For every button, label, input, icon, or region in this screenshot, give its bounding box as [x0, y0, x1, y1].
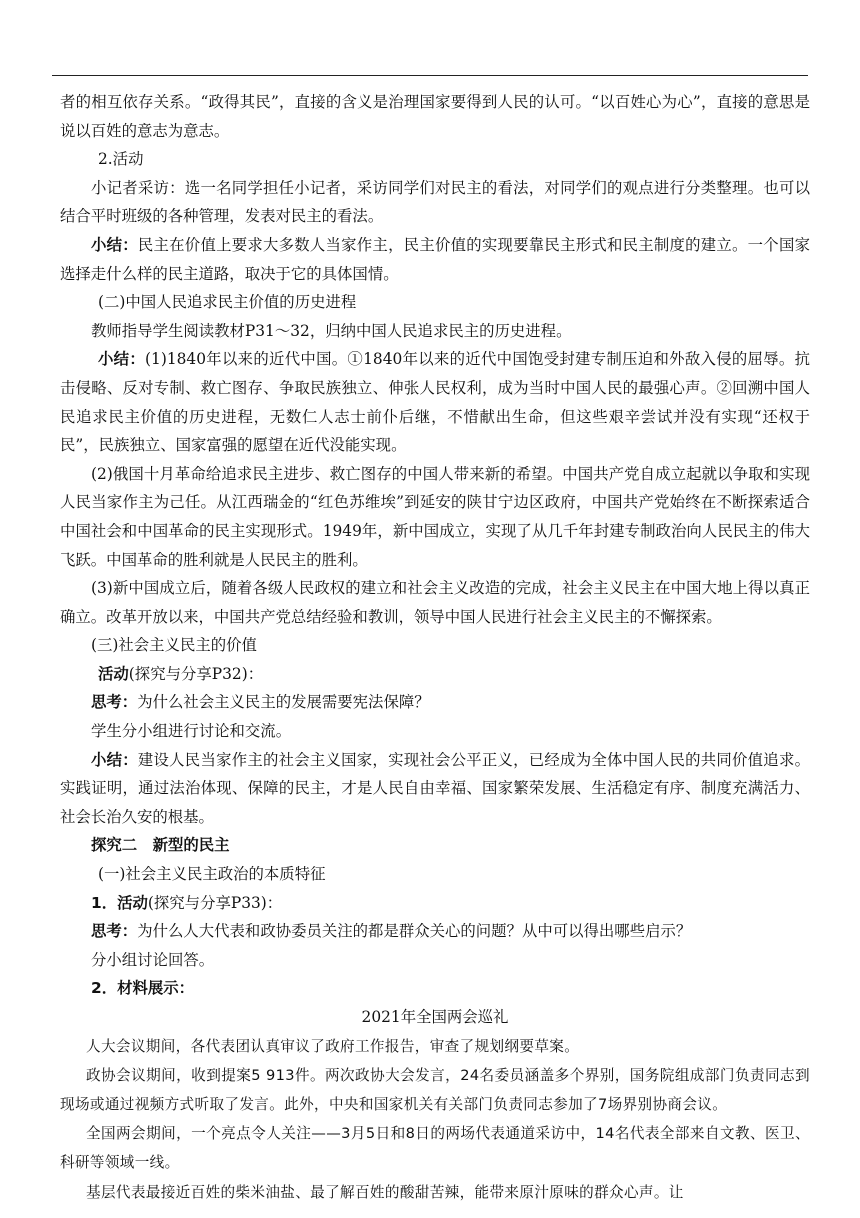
paragraph — [60, 746, 810, 832]
paragraph — [60, 688, 810, 717]
paragraph — [60, 946, 810, 975]
material-paragraph: 全国两会期间，一个亮点令人关注——3月5日和8日的两场代表通道采访中，14名代表全部来自文教、医卫、科研等领域一线。 — [60, 1125, 810, 1172]
material-paragraphs — [60, 1032, 810, 1207]
paragraph-text: 民主在价值上要求大多数人当家作主，民主价值的实现要靠民主形式和民主制度的建立。一个国家选择走什么样的民主道路，取决于它的具体国情。 — [60, 235, 810, 283]
paragraph — [60, 574, 810, 631]
paragraph-text: 为什么人大代表和政协委员关注的都是群众关心的问题？从中可以得出哪些启示？ — [137, 922, 692, 941]
paragraph-text: (探究与分享P32)： — [128, 664, 264, 683]
paragraph-text: (探究与分享P33)： — [147, 893, 283, 912]
paragraph-label: 思考： — [91, 922, 138, 941]
paragraph-text: (3)新中国成立后，随着各级人民政权的建立和社会主义改造的完成，社会主义民主在中国大地上得以真正确立。改革开放以来，中国共产党总结经验和教训，领导中国人民进行社会主义民主的不懈探索。 — [60, 579, 810, 626]
paragraph-label: 2．材料展示： — [91, 979, 195, 998]
paragraph — [60, 317, 810, 346]
paragraph-text: (二)中国人民追求民主价值的历史进程 — [98, 293, 357, 312]
paragraph — [60, 631, 810, 660]
paragraph-label: 1．活动 — [91, 893, 148, 912]
paragraph — [60, 345, 810, 459]
paragraph-text: 建设人民当家作主的社会主义国家，实现社会公平正义，已经成为全体中国人民的共同价值追求。实践证明，通过法治体现、保障的民主，才是人民自由幸福、国家繁荣发展、生活稳定有序、制度充满活力、社会长治久安的根基。 — [60, 750, 810, 826]
paragraph — [60, 831, 810, 860]
paragraph-text: (2)俄国十月革命给追求民主进步、救亡图存的中国人带来新的希望。中国共产党自成立起就以争取和实现人民当家作主为己任。从江西瑞金的“红色苏维埃”到延安的陕甘宁边区政府，中国共产党始终在不断探索适合中国社会和中国革命的民主实现形式。1949年，新中国成立，实现了从几千年封建专制政治向人民民主的伟大飞跃。中国革命的胜利就是人民民主的胜利。 — [60, 464, 810, 569]
paragraph-text: (1)1840年以来的近代中国。①1840年以来的近代中国饱受封建专制压迫和外敌入侵的屈辱。抗击侵略、反对专制、救亡图存、争取民族独立、伸张人民权利，成为当时中国人民的最强心声。②回溯中国人民追求民主价值的历史进程，无数仁人志士前仆后继，不惜献出生命，但这些艰辛尝试并没有实现“还权于民”，民族独立、国家富强的愿望在近代没能实现。 — [60, 350, 810, 455]
paragraph — [60, 717, 810, 746]
paragraph-text: 教师指导学生阅读教材P31～32，归纳中国人民追求民主的历史进程。 — [91, 321, 572, 340]
paragraph-label: 探究二 新型的民主 — [91, 836, 230, 855]
paragraph-label: 活动 — [98, 664, 129, 683]
paragraph — [60, 174, 810, 231]
paragraph-text: 小记者采访：选一名同学担任小记者，采访同学们对民主的看法，对同学们的观点进行分类整理。也可以结合平时班级的各种管理，发表对民主的看法。 — [60, 178, 810, 226]
paragraph-text: (一)社会主义民主政治的本质特征 — [98, 865, 326, 884]
paragraph-text: 2.活动 — [98, 150, 144, 169]
paragraph — [60, 889, 810, 918]
paragraph — [60, 145, 810, 174]
lesson-paragraphs — [60, 88, 810, 1003]
paragraph — [60, 231, 810, 288]
paragraph-text: 者的相互依存关系。“政得其民”，直接的含义是治理国家要得到人民的认可。“以百姓心为心”，直接的意思是说以百姓的意志为意志。 — [60, 93, 810, 140]
material-paragraph: 人大会议期间，各代表团认真审议了政府工作报告，审查了规划纲要草案。 — [86, 1037, 580, 1055]
paragraph — [60, 860, 810, 889]
paragraph-text: (三)社会主义民主的价值 — [91, 636, 257, 655]
paragraph — [60, 660, 810, 689]
paragraph-label: 小结： — [98, 350, 146, 369]
paragraph-label: 思考： — [91, 693, 138, 712]
paragraph-label: 小结： — [91, 750, 138, 769]
paragraph — [60, 460, 810, 574]
paragraph — [60, 288, 810, 317]
material-paragraph: 基层代表最接近百姓的柴米油盐、最了解百姓的酸甜苦辣，能带来原汁原味的群众心声。让 — [86, 1183, 684, 1201]
paragraph-text: 分小组讨论回答。 — [91, 950, 215, 969]
paragraph-text: 学生分小组进行讨论和交流。 — [91, 722, 292, 741]
paragraph — [60, 917, 810, 946]
paragraph — [60, 88, 810, 145]
paragraph-label: 小结： — [91, 235, 138, 254]
header-rule — [52, 75, 808, 76]
paragraph — [60, 974, 810, 1003]
material-paragraph: 政协会议期间，收到提案5 913件。两次政协大会发言，24名委员涵盖多个界别，国务院组成部门负责同志到现场或通过视频方式听取了发言。此外，中央和国家机关有关部门负责同志参加了7场界别协商会议。 — [60, 1066, 810, 1113]
document-body — [60, 88, 810, 1207]
paragraph-text: 为什么社会主义民主的发展需要宪法保障？ — [137, 693, 430, 712]
material-title: 2021年全国两会巡礼 — [361, 1008, 509, 1026]
